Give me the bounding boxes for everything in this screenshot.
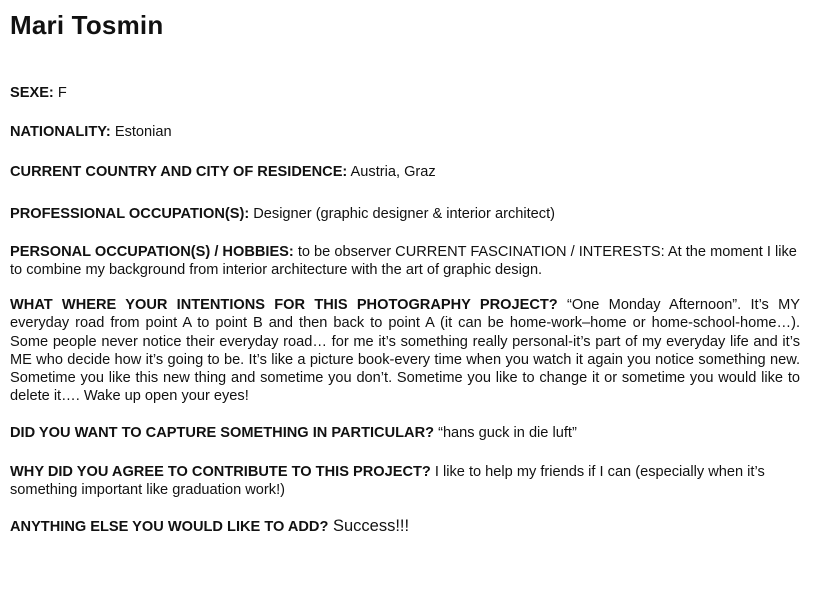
field-why-contribute	[10, 463, 800, 499]
field-sexe	[10, 84, 800, 102]
field-nationality	[10, 123, 800, 141]
field-label: NATIONALITY:	[10, 124, 111, 141]
field-value: to be observer CURRENT FASCINATION / INTERESTS: At the moment I like to combine my background from interior architecture with the art of graphic design.	[10, 243, 797, 279]
field-label: PERSONAL OCCUPATION(S) / HOBBIES:	[10, 243, 294, 260]
field-professional-occupation	[10, 205, 800, 223]
field-value: I like to help my friends if I can (especially when it’s something important like graduation work!)	[10, 463, 765, 498]
field-residence	[10, 163, 800, 181]
field-anything-else	[10, 517, 800, 536]
field-capture	[10, 424, 800, 442]
field-value: F	[53, 85, 67, 101]
person-name: Mari Tosmin	[10, 10, 164, 40]
field-label: CURRENT COUNTRY AND CITY OF RESIDENCE:	[10, 164, 348, 181]
field-label: WHAT WHERE YOUR INTENTIONS FOR THIS PHOTOGRAPHY PROJECT?	[10, 297, 558, 314]
document	[10, 0, 800, 536]
field-label: PROFESSIONAL OCCUPATION(S):	[10, 205, 250, 222]
field-label: WHY DID YOU AGREE TO CONTRIBUTE TO THIS PROJECT?	[10, 463, 431, 480]
field-intentions	[10, 296, 800, 405]
field-value: Success!!!	[328, 517, 410, 536]
field-value: “One Monday Afternoon”. It’s MY everyday road from point A to point B and then back to point A (it can be home-work–home or home-school-home…). Some people never notice their everyday road… for me it’s something really personal-it’s part of my everyday life and it’s ME who decide how it’s going to be. It’s like a picture book-every time when you watch it again you notice something new. Sometime you like this new thing and sometime you don’t. Sometime you like to change it or sometime you would like to delete it…. Wake up open your eyes!	[10, 297, 800, 405]
field-personal-occupation	[10, 243, 800, 279]
field-value: Austria, Graz	[347, 164, 436, 181]
field-value: “hans guck in die luft”	[434, 425, 577, 442]
field-value: Estonian	[110, 124, 172, 141]
field-label: SEXE:	[10, 85, 54, 101]
field-label: ANYTHING ELSE YOU WOULD LIKE TO ADD?	[10, 519, 329, 536]
field-label: DID YOU WANT TO CAPTURE SOMETHING IN PARTICULAR?	[10, 425, 435, 442]
field-value: Designer (graphic designer & interior architect)	[249, 205, 555, 222]
